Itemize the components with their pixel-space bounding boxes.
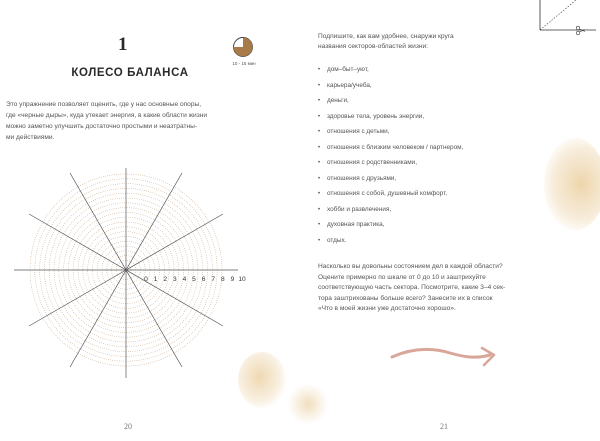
bullet-icon: • [318,191,321,197]
bullet-icon: • [318,237,321,244]
bullet-icon: • [318,82,321,89]
scale-label: 4 [182,276,187,283]
list-item: • отношения с собой, душевный комфорт, [318,190,448,197]
bullet-icon: • [318,129,321,135]
list-item: • здоровье тела, уровень энергии, [318,112,425,120]
instruction-line: названия секторов-областей жизни: [318,43,429,50]
list-item: • дом–быт–уют, [318,66,369,73]
list-item: • деньги, [318,97,349,104]
chapter-number: 1 [118,34,128,55]
question-line: Оцените примерно по шкале от 0 до 10 и заштрихуйте [318,273,486,281]
page-number: 21 [440,422,448,431]
wheel-scale [144,276,246,283]
intro-line: можно заметно улучшить достаточно простыми и неазтратны- [6,123,198,130]
list-item: • карьера/учеба, [318,81,372,89]
question-line: Насколько вы довольны состоянием дел в каждой области? [318,263,503,270]
right-page [300,0,600,441]
exercise-title: КОЛЕСО БАЛАНСА [71,67,189,79]
bullet-icon: • [318,113,321,120]
intro-line: ми действиями. [6,134,55,141]
scale-label: 10 [238,276,246,283]
scale-label: 7 [211,276,216,283]
decorative-stain [544,138,600,230]
list-item: • отношения с друзьями, [318,174,397,182]
list-item: • духовная практика, [318,221,385,228]
timer-icon [232,36,254,58]
question-line: «Что в моей жизни уже достаточно хорошо». [318,305,456,312]
scale-label: 0 [144,276,148,283]
list-item: • отношения с родственниками, [318,159,417,166]
intro-text [6,99,256,143]
intro-line: где «черные дыры», куда утекает энергия, в какие области жизни [6,112,208,119]
bullet-icon: • [318,222,321,228]
decorative-arrow-icon [390,343,502,373]
question-line: соответствующую часть сектора. Посмотрите, какие 3–4 сек- [318,284,506,291]
scale-label: 8 [220,276,225,283]
timer-label: 10 - 15 мин [232,61,256,66]
scale-label: 2 [163,276,168,283]
wheel-spokes [14,168,238,378]
list-item: • отношения с близким человеком / партнером, [318,143,464,151]
bullet-icon: • [318,175,321,182]
bullet-icon: • [318,67,321,73]
decorative-stain [238,352,286,408]
bullet-icon: • [318,144,321,151]
question-text [318,262,568,315]
life-areas-list [318,66,578,252]
instruction-text [318,32,518,52]
bullet-icon: • [318,98,321,104]
list-item: • хобби и развлечения, [318,205,392,213]
intro-line: Это упражнение позволяет оценить, где у нас основные опоры, [6,101,202,108]
decorative-stain [288,384,328,424]
scale-label: 6 [201,276,206,283]
bullet-icon: • [318,160,321,166]
page-number: 20 [124,422,132,431]
list-item: • отношения с детьми, [318,128,390,135]
scale-label: 9 [230,276,235,283]
instruction-line: Подпишите, как вам удобнее, снаружи круга [318,33,454,40]
question-line: тора заштрихованы больше всего? Занесите их в список [318,294,493,302]
scale-label: 3 [172,276,177,283]
scale-label: 1 [153,276,158,283]
balance-wheel [0,168,300,378]
list-item: • отдых. [318,236,347,244]
scissors-cut-line-icon [534,0,600,40]
bullet-icon: • [318,206,321,213]
scale-label: 5 [192,276,196,283]
